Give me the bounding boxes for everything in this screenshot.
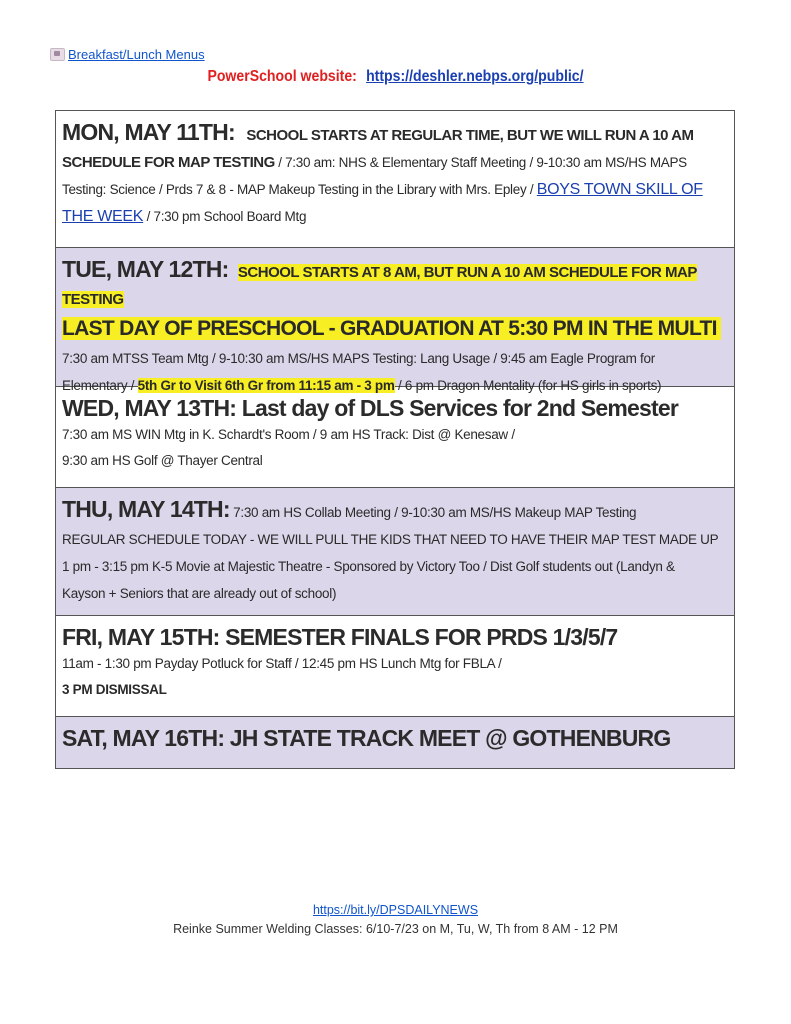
day-text: / 7:30 pm School Board Mtg [143,209,307,224]
powerschool-label: PowerSchool website: [207,68,357,85]
day-heading: SAT, MAY 16TH: JH STATE TRACK MEET @ GOTHENBURG [62,725,671,751]
day-heading: FRI, MAY 15TH: SEMESTER FINALS FOR PRDS 1/3/5/7 [62,624,618,650]
menus-link[interactable]: Breakfast/Lunch Menus [68,47,205,62]
day-heading: TUE, MAY 12TH: [62,256,229,282]
weekly-schedule-table [55,110,735,769]
day-text: 7:30 am MS WIN Mtg in K. Schardt's Room / 9 am HS Track: Dist @ Kenesaw / [62,427,515,442]
day-text: Testing: Science / Prds 7 & 8 - MAP Makeup Testing in the Library with Mrs. Epley / [62,182,537,197]
day-text: 11am - 1:30 pm Payday Potluck for Staff / 12:45 pm HS Lunch Mtg for FBLA / [62,656,502,671]
day-text: REGULAR SCHEDULE TODAY - WE WILL PULL THE KIDS THAT NEED TO HAVE THEIR MAP TEST MADE UP [62,532,719,547]
day-text: 7:30 am MTSS Team Mtg / 9-10:30 am MS/HS MAPS Testing: Lang Usage / 9:45 am Eagle Program for [62,351,655,366]
day-thursday [56,488,734,616]
day-text: 9:30 am HS Golf @ Thayer Central [62,453,263,468]
powerschool-line [47,68,743,86]
day-text: 7:30 am HS Collab Meeting / 9-10:30 am MS/HS Makeup MAP Testing [229,505,637,520]
footer-note: Reinke Summer Welding Classes: 6/10-7/23 on M, Tu, W, Th from 8 AM - 12 PM [173,922,618,936]
preschool-graduation-banner: LAST DAY OF PRESCHOOL - GRADUATION AT 5:30 PM IN THE MULTI [62,317,721,340]
menu-image-icon [50,48,65,61]
day-wednesday [56,387,734,488]
day-heading: WED, MAY 13TH: Last day of DLS Services for 2nd Semester [62,395,679,421]
day-text: Elementary / [62,378,138,393]
day-text: 1 pm - 3:15 pm K-5 Movie at Majestic Theatre - Sponsored by Victory Too / Dist Golf students out (Landyn & [62,559,675,574]
day-subheading: SCHOOL STARTS AT 8 AM, BUT RUN A 10 AM SCHEDULE FOR MAP TESTING [62,264,697,308]
boys-town-skill-link[interactable]: BOYS TOWN SKILL OF THE WEEK [62,181,703,225]
daily-news-link[interactable]: https://bit.ly/DPSDAILYNEWS [312,903,479,917]
highlighted-event: 5th Gr to Visit 6th Gr from 11:15 am - 3 pm [137,378,395,393]
menus-link-row [50,47,205,62]
day-saturday [56,717,734,768]
day-heading: THU, MAY 14TH: [62,496,230,522]
footer-link-row [0,903,791,917]
day-subheading: SCHEDULE FOR MAP TESTING [62,154,275,171]
day-text: / 6 pm Dragon Mentality (for HS girls in sports) [394,378,662,393]
day-heading: MON, MAY 11TH: [62,119,235,145]
powerschool-link[interactable]: https://deshler.nebps.org/public/ [366,68,584,85]
day-monday [56,111,734,248]
day-friday [56,616,734,717]
day-text: / 7:30 am: NHS & Elementary Staff Meeting / 9-10:30 am MS/HS MAPS [274,155,687,170]
day-subheading: SCHOOL STARTS AT REGULAR TIME, BUT WE WILL RUN A 10 AM [246,127,694,144]
day-tuesday [56,248,734,393]
dismissal-note: 3 PM DISMISSAL [62,682,167,697]
day-text: Kayson + Seniors that are already out of school) [62,586,337,601]
